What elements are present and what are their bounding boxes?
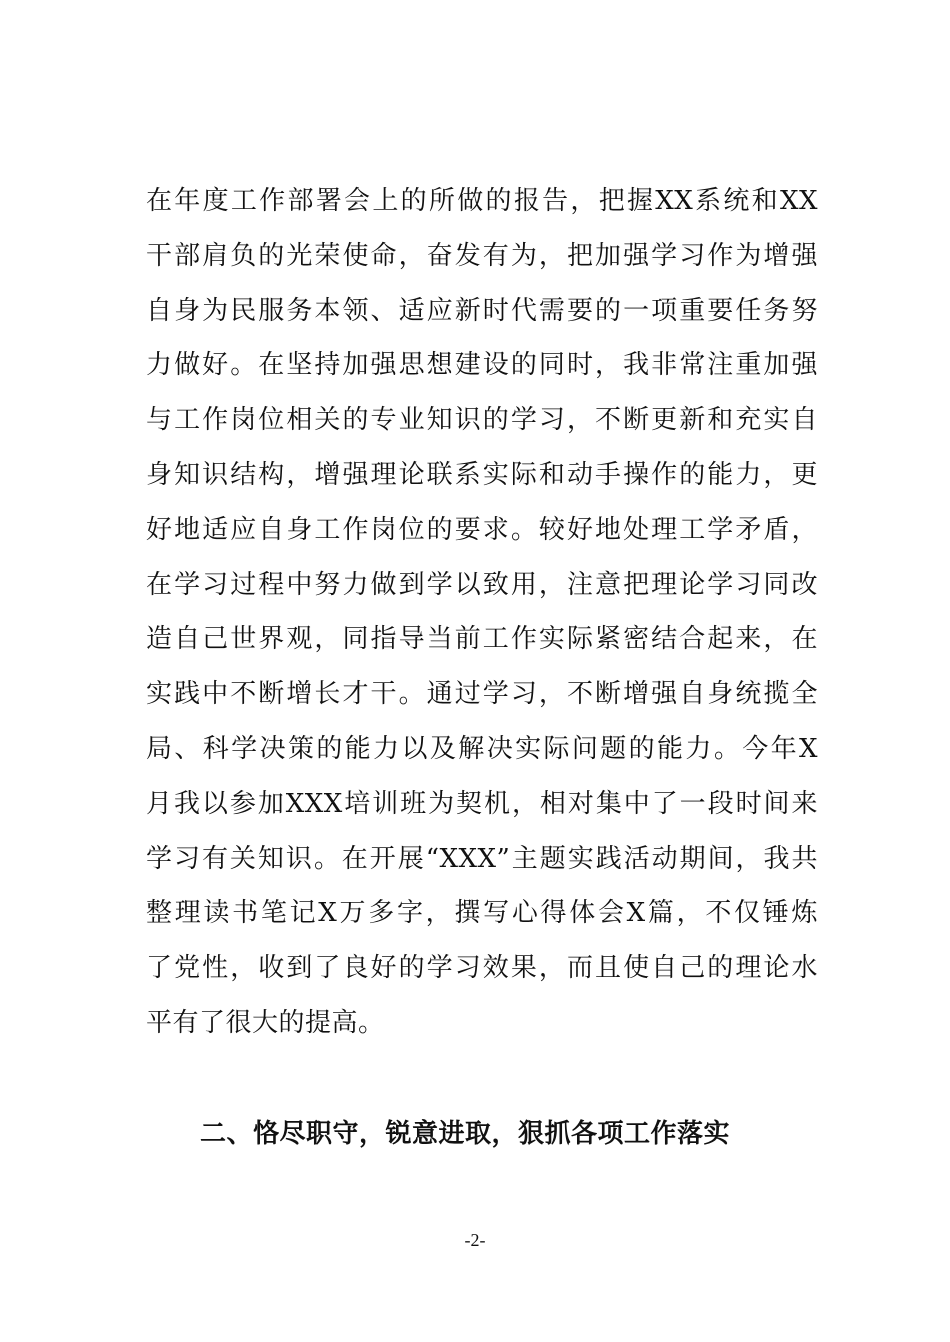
paragraph-line: 造自己世界观，同指导当前工作实际紧密结合起来，在 — [146, 624, 818, 655]
paragraph-line: 学习有关知识。在开展“XXX”主题实践活动期间，我共 — [146, 843, 818, 874]
paragraph-line: 与工作岗位相关的专业知识的学习，不断更新和充实自 — [146, 405, 818, 436]
section-heading: 二、恪尽职守，锐意进取，狠抓各项工作落实 — [200, 1119, 731, 1149]
paragraph-line: 好地适应自身工作岗位的要求。较好地处理工学矛盾， — [146, 514, 818, 545]
paragraph-line: 在年度工作部署会上的所做的报告，把握XX系统和XX — [146, 186, 818, 216]
paragraph-line: 身知识结构，增强理论联系实际和动手操作的能力，更 — [146, 459, 818, 490]
paragraph-line: 了党性，收到了良好的学习效果，而且使自己的理论水 — [146, 953, 818, 984]
paragraph-line: 力做好。在坚持加强思想建设的同时，我非常注重加强 — [146, 350, 818, 381]
body-paragraph — [146, 174, 818, 1051]
paragraph-line: 局、科学决策的能力以及解决实际问题的能力。今年X — [146, 733, 818, 764]
paragraph-line: 自身为民服务本领、适应新时代需要的一项重要任务努 — [146, 295, 818, 326]
paragraph-line: 整理读书笔记X万多字，撰写心得体会X篇，不仅锤炼 — [146, 898, 818, 929]
paragraph-line: 月我以参加XXX培训班为契机，相对集中了一段时间来 — [146, 788, 818, 819]
paragraph-line-last: 平有了很大的提高。 — [146, 1007, 385, 1038]
page-number: -2- — [464, 1230, 486, 1250]
paragraph-line: 干部肩负的光荣使命，奋发有为，把加强学习作为增强 — [146, 240, 818, 271]
paragraph-line: 实践中不断增长才干。通过学习，不断增强自身统揽全 — [146, 679, 818, 710]
paragraph-line: 在学习过程中努力做到学以致用，注意把理论学习同改 — [146, 569, 818, 600]
